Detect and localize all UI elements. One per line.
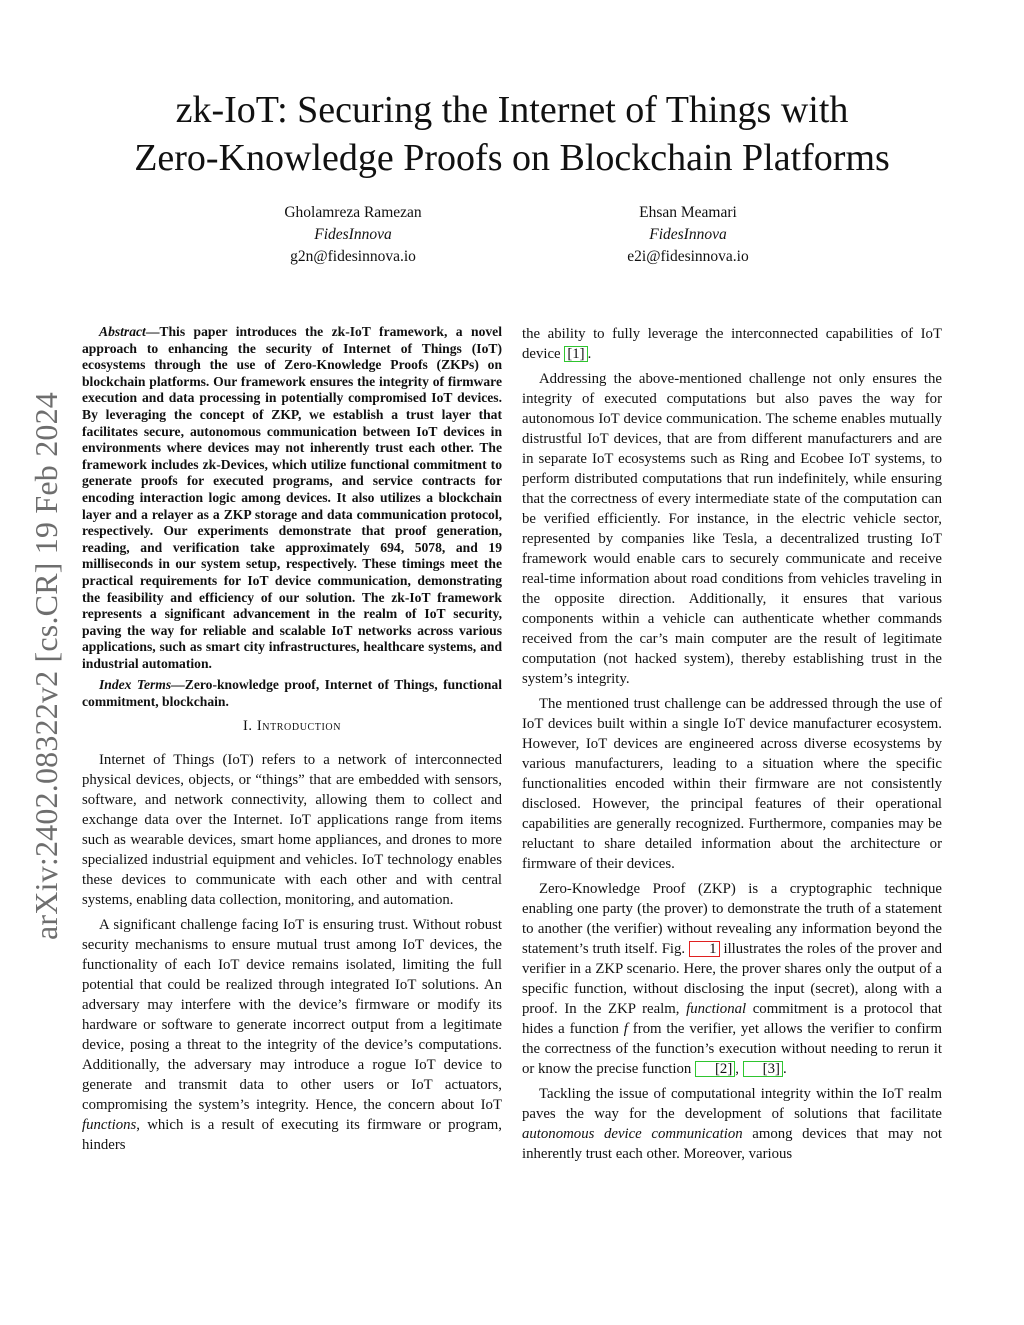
paragraph-text: Zero-Knowledge Proof (ZKP) is a cryptographic technique enabling one party (the prover) to demonstrate the truth of a statement to another (the verifier) without revealing any information beyond the statement’s truth itself. Fig. — [522, 881, 942, 957]
paragraph-text: commitment is a protocol that hides a function — [522, 1001, 942, 1037]
intro-paragraph-5: Zero-Knowledge Proof (ZKP) is a cryptographic technique enabling one party (the prover) to demonstrate the truth of a statement to another (the verifier) without revealing any information beyond the statement’s truth itself. Fig. 1 illustrates the roles of the prover and verifier in a ZKP scenario. Here, the prover shares only the output of a specific function, without disclosing the input (secret), along with a proof. In the ZKP realm, functional commitment is a protocol that hides a function f from the verifier, yet allows the verifier to confirm the correctness of the function’s execution without needing to rerun it or know the precise function [2] , [3] . — [522, 881, 942, 1077]
author-affiliation: FidesInnova — [314, 226, 392, 243]
index-terms-text: —Zero-knowledge proof, Internet of Things, functional commitment, blockchain. — [82, 677, 503, 710]
paragraph-text: Tackling the issue of computational integrity within the IoT realm paves the way for the development of solutions that facilitate — [522, 1086, 942, 1122]
author-email: e2i@fidesinnova.io — [627, 248, 749, 265]
abstract-text: —This paper introduces the zk-IoT framework, a novel approach to enhancing the security of Internet of Things (IoT) ecosystems through the use of Zero-Knowledge Proofs (ZKPs) on blockchain platforms. Our framework ensures the integrity of firmware execution and data processing in potentially compromised IoT devices. By leveraging the concept of ZKP, we establish a trust layer that facilitates secure, autonomous communication between IoT devices in environments where devices may not inherently trust each other. The framework includes zk-Devices, which utilize functional commitment to generate proofs for executed programs, and service contracts for encoding interaction logic among devices. It also utilizes a blockchain layer and a relayer as a ZKP storage and data communication protocol, respectively. Our experiments demonstrate that proof generation, reading, and verification take approximately 694, 5078, and 19 milliseconds in our system setup, respectively. These timings meet the practical requirements for IoT device communication, demonstrating the feasibility and efficiency of our solution. The zk-IoT framework represents a significant advancement in the realm of IoT security, paving the way for reliable and scalable IoT networks across various applications, such as smart city infrastructures, healthcare systems, and industrial automation. — [82, 324, 502, 671]
author-name: Ehsan Meamari — [639, 204, 737, 221]
citation-link-1[interactable]: [1] — [564, 346, 587, 362]
figure-link-1[interactable]: 1 — [689, 941, 719, 957]
citation-separator: , — [735, 1061, 743, 1077]
right-column — [522, 324, 942, 1169]
emphasis-autonomous: autonomous device communication — [522, 1126, 743, 1142]
left-column — [82, 324, 502, 1160]
author-name: Gholamreza Ramezan — [284, 204, 422, 221]
citation-link-3[interactable]: [3] — [743, 1061, 783, 1077]
paragraph-text: among devices that may not inherently trust each other. Moreover, various — [522, 1126, 942, 1162]
intro-paragraph-1: Internet of Things (IoT) refers to a network of interconnected physical devices, objects, or “things” that are embedded with sensors, software, and network connectivity, allowing them to collect and exchange data over the Internet. IoT applications range from items such as wearable devices, smart home appliances, and drones to more specialized industrial equipment and vehicles. IoT technology enables these devices to communicate with each other and with central systems, enabling data collection, monitoring, and automation. — [82, 751, 502, 908]
math-f: f — [623, 1021, 628, 1037]
section-heading-introduction: I. Introduction — [242, 717, 342, 734]
paragraph-text: illustrates the roles of the prover and verifier in a ZKP scenario. Here, the prover shares only the output of a specific function, without disclosing the input (secret), along with a proof. In the ZKP realm, — [522, 941, 942, 1017]
paragraph-text: from the verifier, yet allows the verifier to confirm the correctness of the function’s execution without needing to rerun it or know the precise function — [522, 1021, 942, 1077]
author-email: g2n@fidesinnova.io — [290, 248, 416, 265]
paragraph-text: A significant challenge facing IoT is ensuring trust. Without robust security mechanisms to ensure mutual trust among IoT devices, the functionality of each IoT device remains isolated, limiting the full potential that could be realized through integrated IoT solutions. An adversary may interfere with the device’s firmware or modify its hardware or software to generate incorrect output from a legitimate device, posing a threat to the integrity of the device’s computations. Additionally, the adversary may introduce a rogue IoT device to generate and transmit data to other users or IoT actuators, compromising the system’s integrity. Hence, the concern about IoT — [82, 916, 502, 1113]
paragraph-text: , which is a result of executing its firmware or program, hinders — [82, 1116, 502, 1153]
title-line-1: zk-IoT: Securing the Internet of Things with — [175, 89, 849, 131]
citation-link-2[interactable]: [2] — [695, 1061, 735, 1077]
title-line-2: Zero-Knowledge Proofs on Blockchain Platforms — [134, 137, 890, 179]
intro-paragraph-3: Addressing the above-mentioned challenge not only ensures the integrity of executed computations but also paves the way for autonomous IoT device communication. The scheme enables mutually distrustful IoT devices, that are from different manufacturers and are in separate IoT ecosystems such as Ring and Ecobee IoT systems, to perform distributed computations that run indefinitely, while ensuring that the correctness of every intermediate state of the computation can be verified efficiently. For instance, in the electric vehicle sector, represented by companies like Tesla, a decentralized trusting IoT framework would enable cars to securely communicate and receive real-time information about road conditions from vehicles traveling in the opposite direction. Additionally, it ensures that various components within a vehicle can authenticate whether commands received from the car’s main computer are the result of legitimate computation (not hacked system), thereby establishing trust in the system’s integrity. — [522, 371, 942, 687]
abstract — [82, 324, 502, 672]
author-block-2 — [548, 202, 828, 268]
paper-title — [82, 86, 942, 182]
emphasis-functions: functions — [82, 1116, 137, 1133]
author-affiliation: FidesInnova — [649, 226, 727, 243]
intro-paragraph-4: The mentioned trust challenge can be addressed through the use of IoT devices built within a single IoT device manufacturer ecosystem. However, IoT devices are engineered across diverse ecosystems by various manufacturers, leading to a situation where the specific functionalities encoded within their firmware are not consistently disclosed. However, the principal features of their operational capabilities are generally recognized. Furthermore, companies may be reluctant to share detailed information about the architecture or firmware of their devices. — [522, 696, 942, 872]
author-block-1 — [213, 202, 493, 268]
continued-paragraph: the ability to fully leverage the interconnected capabilities of IoT device [1] . — [522, 326, 942, 362]
arxiv-identifier: arXiv:2402.08322v2 [cs.CR] 19 Feb 2024 — [28, 391, 64, 940]
intro-paragraph-2 — [82, 915, 502, 1155]
paragraph-text: the ability to fully leverage the interconnected capabilities of IoT device — [522, 326, 942, 362]
emphasis-functional: functional — [686, 1001, 747, 1017]
index-terms-label: Index Terms — [99, 677, 172, 693]
abstract-label: Abstract — [99, 324, 146, 339]
index-terms — [82, 677, 502, 710]
intro-paragraph-6 — [522, 1084, 942, 1164]
